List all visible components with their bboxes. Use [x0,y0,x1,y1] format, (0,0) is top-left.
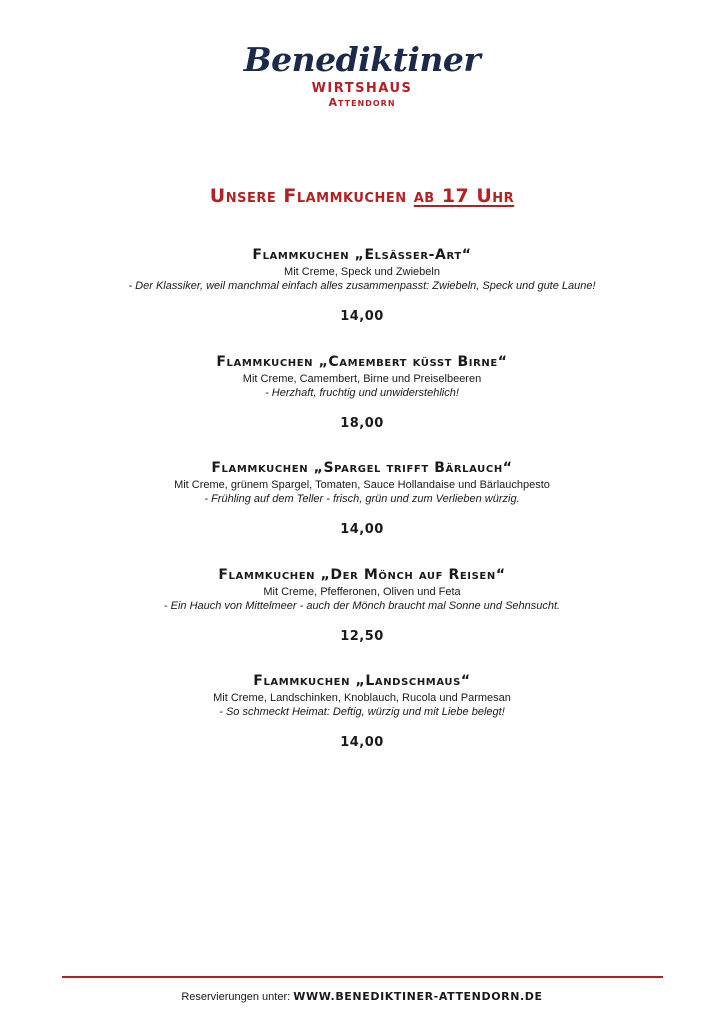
menu-item-name: Flammkuchen „Spargel trifft Bärlauch“ [211,460,513,476]
menu-item-description: - Herzhaft, fruchtig und unwiderstehlich! [265,386,459,399]
menu-item-ingredients: Mit Creme, Pfefferonen, Oliven und Feta [263,585,461,598]
logo-city: Attendorn [328,96,396,109]
menu-item-description: - Ein Hauch von Mittelmeer - auch der Mönch braucht mal Sonne und Sehnsucht. [163,599,561,612]
menu-item [0,353,724,460]
page-title [0,183,724,209]
menu-item [0,566,724,673]
menu-item-price: 14,00 [340,522,384,537]
menu-item [0,459,724,566]
website-link[interactable]: WWW.BENEDIKTINER-ATTENDORN.DE [293,990,543,1003]
menu-item [0,246,724,353]
menu-item-description: - So schmeckt Heimat: Deftig, würzig und mit Liebe belegt! [219,706,505,718]
menu-item-ingredients: Mit Creme, Landschinken, Knoblauch, Rucola und Parmesan [213,692,511,704]
footer-label: Reservierungen unter: [181,991,294,1003]
logo-subtitle: WIRTSHAUS [311,81,413,96]
menu-item-description: - Frühling auf dem Teller - frisch, grün und zum Verlieben würzig. [204,493,520,505]
menu-item-price: 14,00 [340,735,384,750]
menu-list [0,246,724,779]
menu-item-price: 14,00 [340,309,384,324]
menu-item-ingredients: Mit Creme, Camembert, Birne und Preiselbeeren [242,372,482,385]
logo-block [0,40,724,110]
menu-item-name: Flammkuchen „Der Mönch auf Reisen“ [218,566,506,583]
menu-item-name: Flammkuchen „Camembert küsst Birne“ [216,353,508,370]
menu-item [0,672,724,779]
page-title-main: Unsere Flammkuchen [209,185,414,207]
menu-item-description: - Der Klassiker, weil manchmal einfach alles zusammenpasst: Zwiebeln, Speck und gute Laune! [128,280,596,292]
menu-item-price: 12,50 [340,628,384,644]
menu-item-price: 18,00 [340,415,384,431]
menu-item-ingredients: Mit Creme, Speck und Zwiebeln [284,266,440,278]
page-title-underlined: ab 17 Uhr [413,185,515,207]
menu-item-name: Flammkuchen „Elsässer-Art“ [252,247,472,263]
logo-name: Benediktiner [243,40,481,79]
footer-divider [62,976,663,978]
menu-item-ingredients: Mit Creme, grünem Spargel, Tomaten, Sauce Hollandaise und Bärlauchpesto [174,479,550,491]
footer [0,989,724,1005]
menu-item-name: Flammkuchen „Landschmaus“ [253,673,471,689]
